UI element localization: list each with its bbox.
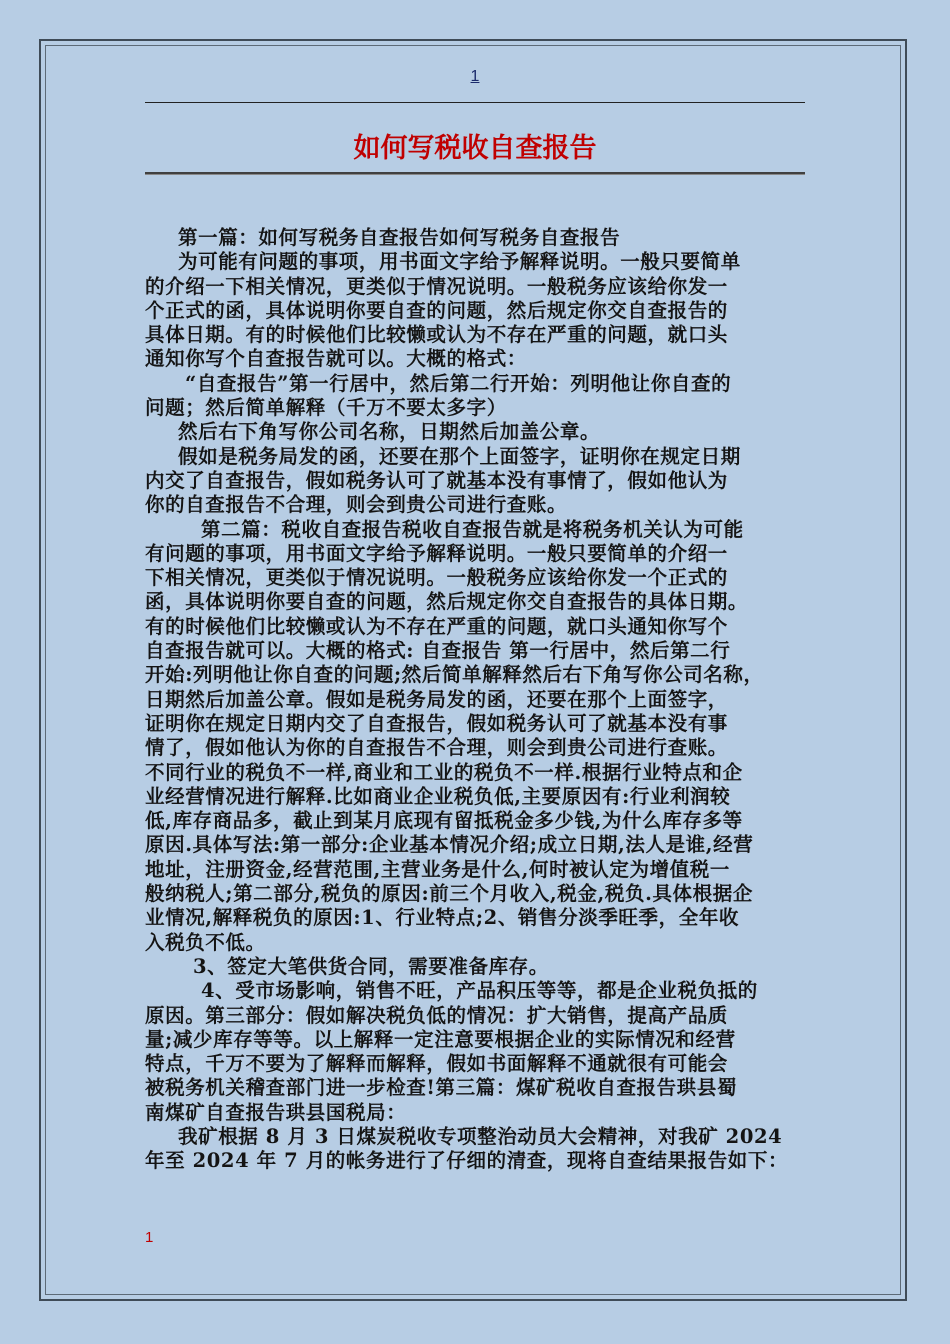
document-body xyxy=(145,226,808,1174)
body-line: 日期然后加盖公章。假如是税务局发的函，还要在那个上面签字， xyxy=(145,687,728,711)
body-line: 量;减少库存等等。以上解释一定注意要根据企业的实际情况和经营 xyxy=(145,1027,736,1051)
body-line: 4、受市场影响，销售不旺，产品积压等等，都是企业税负抵的 xyxy=(201,979,758,1003)
body-line: 具体日期。有的时候他们比较懒或认为不存在严重的问题，就口头 xyxy=(145,323,728,347)
body-line: 内交了自查报告，假如税务认可了就基本没有事情了，假如他认为 xyxy=(145,468,728,492)
body-line: 然后右下角写你公司名称，日期然后加盖公章。 xyxy=(178,420,601,444)
body-line: 情了，假如他认为你的自查报告不合理，则会到贵公司进行查账。 xyxy=(145,736,728,760)
body-line: 般纳税人;第二部分,税负的原因:前三个月收入,税金,税负.具体根据企 xyxy=(145,882,753,906)
body-line: 的介绍一下相关情况，更类似于情况说明。一般税务应该给你发一 xyxy=(145,274,728,298)
body-line: 我矿根据 8 月 3 日煤炭税收专项整治动员大会精神，对我矿 2024 xyxy=(178,1124,783,1148)
footer-page-number: 1 xyxy=(145,1229,154,1246)
title-divider xyxy=(145,172,805,174)
header-divider xyxy=(145,102,805,103)
body-line: 个正式的函，具体说明你要自查的问题，然后规定你交自查报告的 xyxy=(145,298,728,322)
body-line: 年至 2024 年 7 月的帐务进行了仔细的清查，现将自查结果报告如下： xyxy=(145,1149,789,1173)
body-line: 特点，千万不要为了解释而解释，假如书面解释不通就很有可能会 xyxy=(145,1052,728,1076)
body-line: 通知你写个自查报告就可以。大概的格式： xyxy=(145,347,527,371)
body-line: 业情况,解释税负的原因:1、行业特点;2、销售分淡季旺季，全年收 xyxy=(145,906,740,930)
body-line: 原因。第三部分：假如解决税负低的情况：扩大销售，提高产品质 xyxy=(145,1003,728,1027)
body-line: 你的自查报告不合理，则会到贵公司进行查账。 xyxy=(145,493,568,517)
header-page-number: 1 xyxy=(470,68,480,85)
body-line: 3、签定大笔供货合同，需要准备库存。 xyxy=(193,954,549,978)
body-line: 入税负不低。 xyxy=(145,930,266,954)
body-line: 被税务机关稽查部门进一步检查!第三篇：煤矿税收自查报告珙县蜀 xyxy=(145,1076,738,1100)
body-line: “自查报告”第一行居中，然后第二行开始：列明他让你自查的 xyxy=(185,371,732,395)
body-line: 证明你在规定日期内交了自查报告，假如税务认可了就基本没有事 xyxy=(145,711,728,735)
body-line: 问题；然后简单解释（千万不要太多字） xyxy=(145,396,507,420)
body-line: 不同行业的税负不一样,商业和工业的税负不一样.根据行业特点和企 xyxy=(145,760,743,784)
body-line: 业经营情况进行解释.比如商业企业税负低,主要原因有:行业利润较 xyxy=(145,784,731,808)
body-line: 南煤矿自查报告珙县国税局： xyxy=(145,1100,407,1124)
body-line: 第二篇：税收自查报告税收自查报告就是将税务机关认为可能 xyxy=(201,517,744,541)
body-line: 有问题的事项，用书面文字给予解释说明。一般只要简单的介绍一 xyxy=(145,541,728,565)
body-line: 开始:列明他让你自查的问题;然后简单解释然后右下角写你公司名称， xyxy=(145,663,764,687)
body-line: 为可能有问题的事项，用书面文字给予解释说明。一般只要简单 xyxy=(178,250,741,274)
body-line: 假如是税务局发的函，还要在那个上面签字，证明你在规定日期 xyxy=(178,444,741,468)
body-line: 有的时候他们比较懒或认为不存在严重的问题，就口头通知你写个 xyxy=(145,614,728,638)
document-title: 如何写税收自查报告 xyxy=(353,133,597,164)
body-line: 下相关情况，更类似于情况说明。一般税务应该给你发一个正式的 xyxy=(145,566,728,590)
body-line: 地址，注册资金,经营范围,主营业务是什么,何时被认定为增值税一 xyxy=(145,857,730,881)
body-line: 函，具体说明你要自查的问题，然后规定你交自查报告的具体日期。 xyxy=(145,590,749,614)
body-line: 自查报告就可以。大概的格式: 自查报告 第一行居中，然后第二行 xyxy=(145,639,731,663)
body-line: 第一篇：如何写税务自查报告如何写税务自查报告 xyxy=(178,226,621,249)
body-line: 低,库存商品多，截止到某月底现有留抵税金多少钱,为什么库存多等 xyxy=(145,809,743,833)
body-line: 原因.具体写法:第一部分:企业基本情况介绍;成立日期,法人是谁,经营 xyxy=(145,833,754,857)
